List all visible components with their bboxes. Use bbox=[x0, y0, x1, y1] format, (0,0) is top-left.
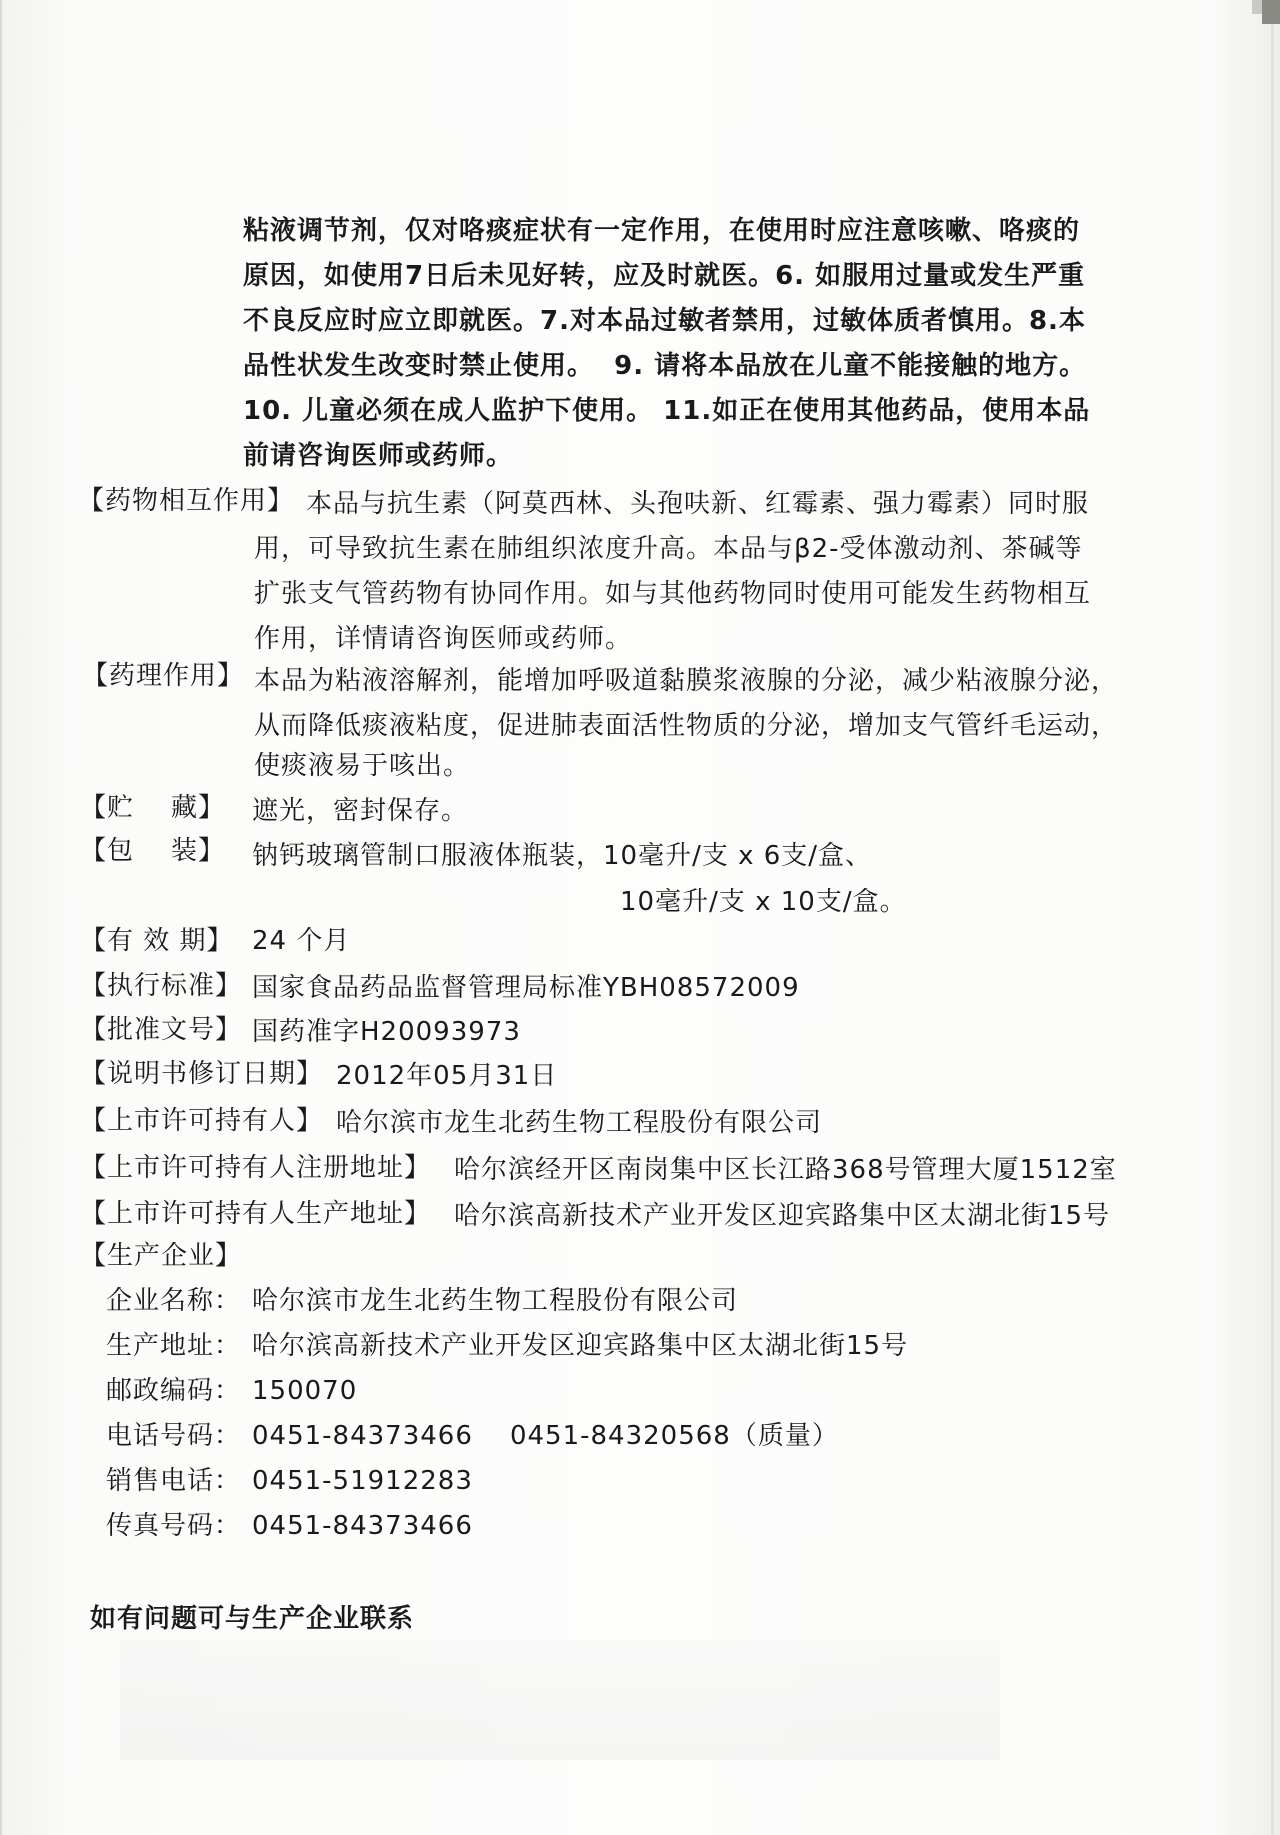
approval-value: 国药准字H20093973 bbox=[252, 1017, 521, 1047]
show-through-area bbox=[120, 1640, 1000, 1760]
pharmacology-line-2: 从而降低痰液粘度，促进肺表面活性物质的分泌，增加支气管纤毛运动， bbox=[254, 711, 1119, 741]
sales-phone-label: 销售电话： bbox=[106, 1466, 242, 1496]
pharmacology-label: 【药理作用】 bbox=[82, 661, 245, 691]
warnings-line-1: 粘液调节剂，仅对咯痰症状有一定作用，在使用时应注意咳嗽、咯痰的 bbox=[243, 216, 1081, 246]
warnings-line-3: 不良反应时应立即就医。7.对本品过敏者禁用，过敏体质者慎用。8.本 bbox=[243, 306, 1086, 336]
manufacturer-name-value: 哈尔滨市龙生北药生物工程股份有限公司 bbox=[252, 1286, 739, 1316]
approval-label: 【批准文号】 bbox=[80, 1015, 243, 1045]
phone-value: 0451-84373466 0451-84320568（质量） bbox=[252, 1421, 839, 1451]
manufacturer-label: 【生产企业】 bbox=[80, 1241, 243, 1271]
manufacturer-address-label: 生产地址： bbox=[106, 1331, 242, 1361]
warnings-line-4: 品性状发生改变时禁止使用。 9. 请将本品放在儿童不能接触的地方。 bbox=[243, 351, 1087, 381]
interactions-line-1: 本品与抗生素（阿莫西林、头孢呋新、红霉素、强力霉素）同时服 bbox=[306, 489, 1090, 519]
pharmacology-line-3: 使痰液易于咳出。 bbox=[254, 751, 471, 781]
validity-value: 24 个月 bbox=[252, 926, 351, 956]
revision-date-label: 【说明书修订日期】 bbox=[80, 1059, 324, 1089]
storage-value: 遮光，密封保存。 bbox=[252, 796, 469, 826]
page-edge-right bbox=[1271, 0, 1274, 1835]
holder-label: 【上市许可持有人】 bbox=[80, 1106, 324, 1136]
holder-prod-address-value: 哈尔滨高新技术产业开发区迎宾路集中区太湖北街15号 bbox=[454, 1201, 1111, 1231]
packaging-line-1: 钠钙玻璃管制口服液体瓶装，10毫升/支 x 6支/盒、 bbox=[252, 841, 873, 871]
storage-label: 【贮 藏】 bbox=[80, 793, 226, 823]
interactions-line-2: 用，可导致抗生素在肺组织浓度升高。本品与β2-受体激动剂、茶碱等 bbox=[254, 534, 1083, 564]
packaging-label: 【包 装】 bbox=[80, 836, 226, 866]
interactions-label: 【药物相互作用】 bbox=[78, 486, 295, 516]
postcode-value: 150070 bbox=[252, 1376, 358, 1406]
footer-note: 如有问题可与生产企业联系 bbox=[90, 1604, 415, 1634]
packaging-line-2: 10毫升/支 x 10支/盒。 bbox=[620, 887, 907, 917]
interactions-line-4: 作用，详情请咨询医师或药师。 bbox=[254, 624, 633, 654]
warnings-line-5: 10. 儿童必须在成人监护下使用。 11.如正在使用其他药品，使用本品 bbox=[243, 396, 1091, 426]
sales-phone-value: 0451-51912283 bbox=[252, 1466, 473, 1496]
warnings-line-6: 前请咨询医师或药师。 bbox=[243, 441, 514, 471]
validity-label: 【有 效 期】 bbox=[80, 926, 234, 956]
manufacturer-name-label: 企业名称： bbox=[106, 1286, 242, 1316]
holder-reg-address-value: 哈尔滨经开区南岗集中区长江路368号管理大厦1512室 bbox=[454, 1155, 1117, 1185]
page-corner bbox=[1262, 0, 1280, 24]
interactions-line-3: 扩张支气管药物有协同作用。如与其他药物同时使用可能发生药物相互 bbox=[254, 579, 1092, 609]
holder-value: 哈尔滨市龙生北药生物工程股份有限公司 bbox=[336, 1108, 823, 1138]
holder-reg-address-label: 【上市许可持有人注册地址】 bbox=[80, 1153, 432, 1183]
holder-prod-address-label: 【上市许可持有人生产地址】 bbox=[80, 1199, 432, 1229]
page-edge-left bbox=[0, 0, 2, 1835]
pharmacology-line-1: 本品为粘液溶解剂，能增加呼吸道黏膜浆液腺的分泌，减少粘液腺分泌， bbox=[254, 666, 1119, 696]
manufacturer-address-value: 哈尔滨高新技术产业开发区迎宾路集中区太湖北街15号 bbox=[252, 1331, 909, 1361]
warnings-line-2: 原因，如使用7日后未见好转，应及时就医。6. 如服用过量或发生严重 bbox=[243, 261, 1086, 291]
phone-label: 电话号码： bbox=[106, 1421, 242, 1451]
standard-label: 【执行标准】 bbox=[80, 971, 243, 1001]
standard-value: 国家食品药品监督管理局标准YBH08572009 bbox=[252, 973, 800, 1003]
fax-value: 0451-84373466 bbox=[252, 1511, 473, 1541]
postcode-label: 邮政编码： bbox=[106, 1376, 242, 1406]
fax-label: 传真号码： bbox=[106, 1511, 242, 1541]
revision-date-value: 2012年05月31日 bbox=[336, 1061, 558, 1091]
